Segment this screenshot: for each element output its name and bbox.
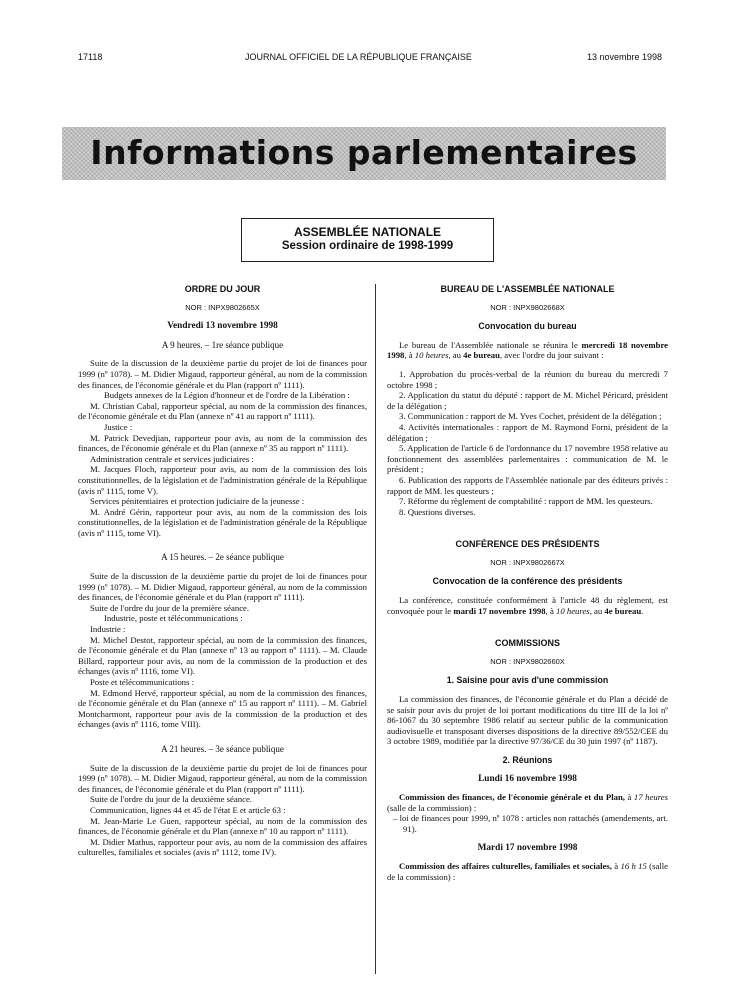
left-column [78, 284, 367, 858]
bureau-subtitle: Convocation du bureau [478, 321, 577, 332]
paragraph: Suite de l'ordre du jour de la deuxième séance. [90, 794, 252, 805]
bureau-intro: Le bureau de l'Assemblée nationale se réunira le mercredi 18 novembre 1998, à 10 heures, au 4e bureau, avec l'ordre du jour suivant : [387, 339, 668, 361]
paragraph: M. Patrick Devedjian, rapporteur pour avis, au nom de la commission des finances, de l'économie générale et du Plan (annexe nº 35 au rapport nº 1111). [78, 432, 367, 454]
right-column [387, 284, 668, 882]
list-item: 5. Application de l'article 6 de l'ordonnance du 17 novembre 1958 relative au fonctionnement des assemblées parlementaires : communication de M. le président ; [387, 443, 668, 475]
paragraph: La commission des finances, de l'économie générale et du Plan a décidé de se saisir pour avis du projet de loi portant modifications du titre III de la loi nº 86-1067 du 30 septembre 1986 relatif au secteur public de la communication audiovisuelle et transposant diverses dispositions de la directive 89/552/CEE du 3 octobre 1989, modifiée par la directive 97/36/CE du 30 juin 1997 (nº 1187). [387, 694, 668, 747]
agenda-item: Communication, lignes 44 et 45 de l'état E et article 63 : [90, 804, 286, 815]
meeting-date: Lundi 16 novembre 1998 [478, 773, 577, 784]
nor-code: NOR : INPX9802667X [490, 557, 565, 567]
paragraph: M. Jean-Marie Le Guen, rapporteur spécial, au nom de la commission des finances, de l'économie générale et du Plan (annexe nº 10 au rapport nº 1111). [78, 815, 367, 837]
page-number: 17118 [78, 52, 103, 62]
paragraph: M. Didier Mathus, rapporteur pour avis, au nom de la commission des affaires culturelles, familiales et sociales (avis nº 1112, tome IV). [78, 836, 367, 858]
agenda-item: Budgets annexes de la Légion d'honneur et de l'ordre de la Libération : [104, 390, 350, 401]
session-heading: A 15 heures. – 2e séance publique [161, 552, 284, 563]
session-heading: A 9 heures. – 1re séance publique [161, 339, 284, 350]
column-divider [375, 284, 376, 974]
assembly-box [241, 218, 494, 262]
agenda-item: Services pénitentiaires et protection judiciaire de la jeunesse : [90, 496, 305, 507]
banner [62, 127, 666, 180]
sitting-date: Vendredi 13 novembre 1998 [167, 321, 278, 332]
paragraph: M. Jacques Floch, rapporteur pour avis, au nom de la commission des lois constitutionnelles, de la législation et de l'administration générale de la République (avis nº 1115, tome V). [78, 464, 367, 496]
paragraph: M. Christian Cabal, rapporteur spécial, au nom de la commission des finances, de l'économie générale et du Plan (annexe nº 41 au rapport nº 1111). [78, 400, 367, 422]
agenda-item: Justice : [104, 421, 133, 432]
meeting-item: – loi de finances pour 1999, nº 1078 : articles non rattachés (amendements, art. 91). [393, 813, 668, 834]
session-heading: A 21 heures. – 3e séance publique [161, 743, 284, 754]
nor-code: NOR : INPX9802665X [185, 302, 260, 312]
list-item: 4. Activités internationales : rapport de M. Raymond Forni, président de la délégation ; [387, 421, 668, 443]
conference-title: CONFÉRENCE DES PRÉSIDENTS [455, 539, 600, 550]
agenda-item: Industrie, poste et télécommunications : [104, 613, 243, 624]
section-title: ORDRE DU JOUR [184, 284, 261, 294]
list-item: 2. Application du statut du député : rapport de M. Michel Péricard, président de la délégation ; [387, 390, 668, 411]
page-header [0, 52, 731, 66]
commissions-subtitle-2: 2. Réunions [502, 755, 553, 765]
assembly-title: ASSEMBLÉE NATIONALE [293, 225, 442, 239]
paragraph: M. Edmond Hervé, rapporteur spécial, au nom de la commission des finances, de l'économie générale et du Plan (annexe nº 15 au rapport nº 1111). – M. Gabriel Montcharmont, rapporteur pour avis de la commission de la production et des échanges (avis nº 1116, tome VIII). [78, 687, 367, 730]
paragraph: Suite de la discussion de la deuxième partie du projet de loi de finances pour 1999 (nº 1078). – M. Didier Migaud, rapporteur général, au nom de la commission des finances, de l'économie générale et du Plan (rapport nº 1111). [78, 571, 367, 603]
paragraph: M. Michel Destot, rapporteur spécial, au nom de la commission des finances, de l'économie générale et du Plan (annexe nº 13 au rapport nº 1111). – M. Claude Billard, rapporteur pour avis, au nom de la commission de la production et des échanges (avis nº 1116, tome VI). [78, 634, 367, 677]
bureau-title: BUREAU DE L'ASSEMBLÉE NATIONALE [440, 284, 615, 294]
agenda-item: Industrie : [90, 624, 126, 635]
paragraph: Suite de la discussion de la deuxième partie du projet de loi de finances pour 1999 (nº 1078). – M. Didier Migaud, rapporteur général, au nom de la commission des finances, de l'économie générale et du Plan (rapport nº 1111). [78, 358, 367, 390]
nor-code: NOR : INPX9802660X [490, 656, 565, 666]
list-item: 6. Publication des rapports de l'Assemblée nationale par des éditeurs privés : rapport de MM. les questeurs ; [387, 474, 668, 496]
list-item: 8. Questions diverses. [399, 506, 476, 517]
header-date: 13 novembre 1998 [587, 52, 663, 62]
commissions-subtitle-1: 1. Saisine pour avis d'une commission [446, 675, 609, 686]
session-title: Session ordinaire de 1998-1999 [281, 240, 454, 252]
nor-code: NOR : INPX9802668X [490, 302, 565, 312]
list-item: 1. Approbation du procès-verbal de la réunion du bureau du mercredi 7 octobre 1998 ; [387, 368, 668, 390]
journal-title: JOURNAL OFFICIEL DE LA RÉPUBLIQUE FRANÇAISE [245, 52, 472, 62]
paragraph: Suite de l'ordre du jour de la première séance. [90, 602, 250, 613]
meeting-date: Mardi 17 novembre 1998 [477, 842, 578, 853]
banner-title: Informations parlementaires [90, 133, 638, 172]
list-item: 7. Réforme du règlement de comptabilité : rapport de MM. les questeurs. [399, 496, 653, 507]
conference-text: La conférence, constituée conformément à l'article 48 du règlement, est convoquée pour le mardi 17 novembre 1998, à 10 heures, au 4e bureau. [387, 595, 668, 616]
conference-subtitle: Convocation de la conférence des présidents [432, 576, 623, 587]
meeting-entry: Commission des affaires culturelles, familiales et sociales, à 16 h 15 (salle de la commission) : [387, 861, 668, 882]
commissions-title: COMMISSIONS [494, 638, 560, 649]
agenda-item: Poste et télécommunications : [90, 677, 194, 687]
paragraph: M. André Gérin, rapporteur pour avis, au nom de la commission des lois constitutionnelles, de la législation et de l'administration générale de la République (avis nº 1115, tome VI). [78, 506, 367, 538]
paragraph: Suite de la discussion de la deuxième partie du projet de loi de finances pour 1999 (nº 1078). – M. Didier Migaud, rapporteur général, au nom de la commission des finances, de l'économie générale et du Plan (rapport nº 1111). [78, 762, 367, 794]
agenda-item: Administration centrale et services judiciaires : [90, 453, 254, 464]
meeting-entry: Commission des finances, de l'économie générale et du Plan, à 17 heures (salle de la commission) : [387, 792, 668, 813]
list-item: 3. Communication : rapport de M. Yves Cochet, président de la délégation ; [399, 411, 662, 422]
